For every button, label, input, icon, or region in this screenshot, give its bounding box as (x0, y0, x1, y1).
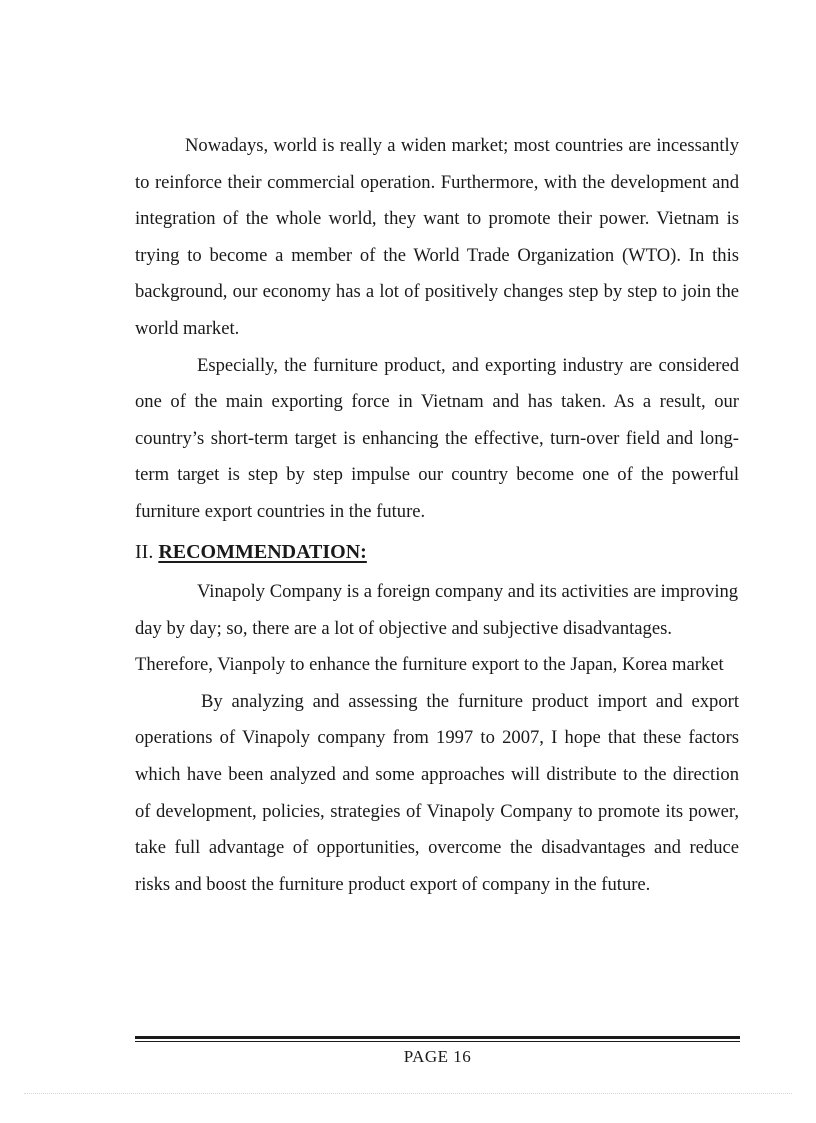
footer-rule-thick (135, 1036, 740, 1039)
paragraph-vinapoly-company: Vinapoly Company is a foreign company and its activities are improving day by day; so, there are a lot of objective and subjective disadvantages. Therefore, Vianpoly to enhance the furniture export to the Japan, Korea market (135, 581, 739, 676)
section-number: II. (135, 541, 154, 563)
paragraph-furniture-industry: Especially, the furniture product, and exporting industry are considered one of the main exporting force in Vietnam and has taken. As a result, our country’s short-term target is enhancing the effective, turn-over field and long-term target is step by step impulse our country become one of the powerful furniture export countries in the future. (135, 354, 739, 522)
paragraph-analysis-conclusion: By analyzing and assessing the furniture product import and export operations of Vinapoly company from 1997 to 2007, I hope that these factors which have been analyzed and some approaches will distribute to the direction of development, policies, strategies of Vinapoly Company to promote its power, take full advantage of opportunities, overcome the disadvantages and reduce risks and boost the furniture product export of company in the future. (135, 690, 739, 895)
paragraph-world-market: Nowadays, world is really a widen market; most countries are incessantly to reinforce their commercial operation. Furthermore, with the development and integration of the whole world, they want to promote their power. Vietnam is trying to become a member of the World Trade Organization (WTO). In this background, our economy has a lot of positively changes step by step to join the world market. (135, 135, 739, 339)
page-number: PAGE 16 (403, 1047, 472, 1066)
section-heading (135, 537, 367, 567)
page-edge-divider (24, 1093, 792, 1094)
footer-rule-thin (135, 1041, 740, 1042)
body-text-bottom (135, 574, 739, 903)
section-title: RECOMMENDATION: (158, 541, 367, 563)
body-text-top (135, 128, 739, 531)
